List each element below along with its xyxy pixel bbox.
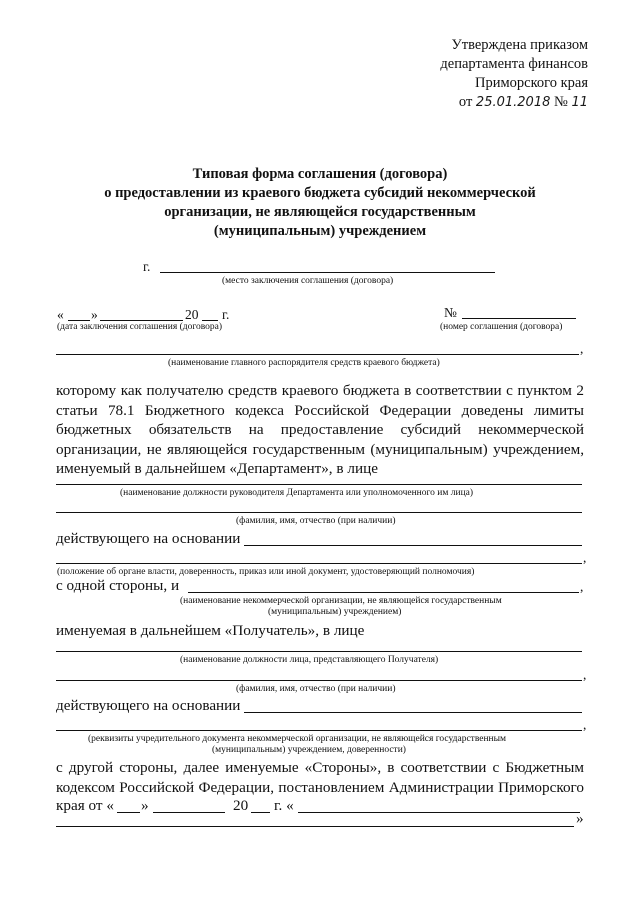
recipient-basis-comma: , bbox=[583, 717, 587, 732]
final-prefix: края от « bbox=[56, 797, 114, 814]
approval-line-1: Утверждена приказом bbox=[451, 37, 588, 53]
number-sign: № bbox=[444, 305, 457, 320]
dept-basis-field-2[interactable] bbox=[56, 563, 582, 564]
grbs-caption: (наименование главного распорядителя средств краевого бюджета) bbox=[168, 358, 440, 368]
recipient-basis-field-1[interactable] bbox=[244, 712, 582, 713]
final-title-field-2[interactable] bbox=[56, 826, 574, 827]
date-month-field[interactable] bbox=[100, 320, 183, 321]
recipient-name-caption-1: (наименование некоммерческой организации, не являющейся государственным bbox=[180, 596, 502, 606]
dept-fio-field[interactable] bbox=[56, 512, 582, 513]
final-g-quote: г. « bbox=[274, 797, 294, 814]
approval-date-row bbox=[459, 93, 588, 112]
date-open-quote: « bbox=[57, 307, 64, 322]
final-end-quote: » bbox=[576, 810, 584, 827]
paragraph-sides-line-1: с другой стороны, далее именуемые «Стороны», в соответствии с Бюджетным bbox=[56, 759, 584, 776]
recipient-position-caption: (наименование должности лица, представляющего Получателя) bbox=[180, 655, 439, 665]
grbs-field[interactable] bbox=[56, 354, 579, 355]
grbs-comma: , bbox=[580, 341, 584, 356]
final-day-field[interactable] bbox=[117, 812, 140, 813]
date-year-prefix: 20 bbox=[185, 307, 199, 322]
recipient-fio-caption: (фамилия, имя, отчество (при наличии) bbox=[236, 684, 396, 694]
dept-basis-caption: (положение об органе власти, доверенность, приказ или иной документ, удостоверяющий полномочия) bbox=[57, 567, 475, 577]
final-close-quote: » bbox=[141, 797, 149, 814]
recipient-named-label: именуемая в дальнейшем «Получатель», в лице bbox=[56, 622, 365, 639]
dept-basis-field-1[interactable] bbox=[244, 545, 582, 546]
dept-position-caption: (наименование должности руководителя Департамента или уполномоченного им лица) bbox=[120, 488, 474, 498]
place-prefix: г. bbox=[143, 259, 151, 274]
approval-handwritten-date: 25.01.2018 bbox=[475, 95, 551, 110]
number-caption: (номер соглашения (договора) bbox=[440, 322, 563, 332]
recipient-req-caption-2: (муниципальным) учреждением, доверенности) bbox=[212, 745, 406, 755]
date-year-suffix: г. bbox=[222, 307, 230, 322]
dept-fio-caption: (фамилия, имя, отчество (при наличии) bbox=[236, 516, 396, 526]
title-line-2: о предоставлении из краевого бюджета субсидий некоммерческой bbox=[104, 185, 536, 201]
date-close-quote: » bbox=[91, 307, 98, 322]
recipient-basis-field-2[interactable] bbox=[56, 730, 582, 731]
approval-from-label: от bbox=[458, 94, 473, 110]
paragraph-sides-line-2: кодексом Российской Федерации, постановлением Администрации Приморского bbox=[56, 779, 584, 796]
approval-line-3: Приморского края bbox=[474, 75, 588, 91]
place-caption: (место заключения соглашения (договора) bbox=[222, 276, 394, 286]
title-line-3: организации, не являющейся государственным bbox=[164, 204, 476, 220]
dept-position-field[interactable] bbox=[56, 484, 582, 485]
recipient-fio-field[interactable] bbox=[56, 680, 582, 681]
number-field[interactable] bbox=[462, 318, 576, 319]
final-title-field-1[interactable] bbox=[298, 812, 580, 813]
recipient-req-caption-1: (реквизиты учредительного документа некоммерческой организации, не являющейся государственным bbox=[88, 734, 507, 744]
approval-line-2: департамента финансов bbox=[440, 56, 588, 72]
date-caption: (дата заключения соглашения (договора) bbox=[57, 322, 223, 332]
recipient-position-field[interactable] bbox=[56, 651, 582, 652]
date-day-field[interactable] bbox=[68, 320, 90, 321]
dept-basis-comma: , bbox=[583, 550, 587, 565]
title-line-4: (муниципальным) учреждением bbox=[213, 223, 427, 239]
date-year-field[interactable] bbox=[202, 320, 218, 321]
approval-handwritten-number: 11 bbox=[571, 95, 588, 110]
recipient-name-caption-2: (муниципальным) учреждением) bbox=[268, 607, 402, 617]
recipient-fio-comma: , bbox=[583, 667, 587, 682]
paragraph-department: которому как получателю средств краевого бюджета в соответствии с пунктом 2 статьи 78.1 Бюджетного кодекса Российской Федерации доведены лимиты бюджетных обязательств на предоставление субсидий некоммерческой организации, не являющейся государственным (муниципальным) учреждением, именуемый в дальнейшем «Департамент», в лице bbox=[56, 382, 584, 477]
dept-acting-label: действующего на основании bbox=[56, 530, 241, 547]
title-line-1: Типовая форма соглашения (договора) bbox=[192, 166, 448, 182]
recipient-acting-label: действующего на основании bbox=[56, 697, 241, 714]
approval-number-label: № bbox=[553, 94, 568, 110]
final-year-prefix: 20 bbox=[233, 797, 249, 814]
recipient-name-field[interactable] bbox=[188, 592, 579, 593]
place-field[interactable] bbox=[160, 272, 495, 273]
one-side-label: с одной стороны, и bbox=[56, 577, 180, 594]
final-month-field[interactable] bbox=[153, 812, 225, 813]
final-year-field[interactable] bbox=[251, 812, 270, 813]
recipient-name-comma: , bbox=[580, 579, 584, 594]
